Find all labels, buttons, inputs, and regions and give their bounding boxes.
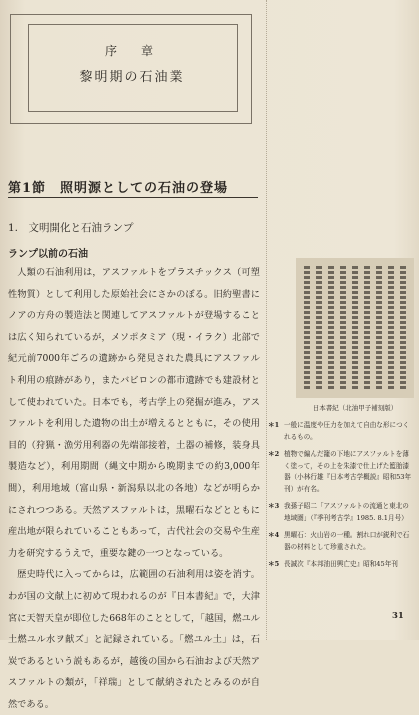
manuscript-column	[328, 266, 334, 390]
note-mark: ＊2	[268, 450, 280, 458]
manuscript-column	[316, 266, 322, 390]
manuscript-column	[340, 266, 346, 390]
note-item	[268, 530, 414, 553]
subhead: ランプ以前の石油	[8, 249, 88, 260]
note-text: 黒曜石：火山岩の一種。割れ口が鋭利で石器の材料として珍重された。	[284, 531, 410, 551]
manuscript-column	[304, 266, 310, 390]
note-text: 我孫子昭二「アスファルトの流通と東北の地域圏」（『季刊考古学』1985. 8.1月号）	[284, 502, 409, 522]
nihon-shoki-manuscript-image	[296, 258, 414, 398]
subsection-title: 1. 文明開化と石油ランプ	[8, 222, 134, 234]
note-mark: ＊3	[268, 502, 280, 510]
note-mark: ＊1	[268, 421, 280, 429]
note-text: 植物で編んだ籠の下地にアスファルトを薄く塗って，その上を朱漆で仕上げた籃胎漆器（小林行雄『日本考古学概説』昭和53年刊）が有名。	[284, 450, 412, 493]
manuscript-column	[388, 266, 394, 390]
page-number: 31	[392, 611, 404, 621]
manuscript-column	[352, 266, 358, 390]
note-text: 長誠次『本邦油田興亡史』昭和45年刊	[284, 560, 398, 568]
manuscript-column	[376, 266, 382, 390]
note-item	[268, 559, 414, 571]
body-paragraph: 歴史時代に入ってからは，広範囲の石油利用は姿を消す。わが国の文献上に初めて現われるのが『日本書紀』で，大津宮に天智天皇が即位した668年のこととして，「越国，燃ユル土燃ユル水ヲ献ズ」と記録されている。「燃ユル土」は，石炭であるという説もあるが，越後の国から石油および天然アスファルトの類が，「祥瑞」として献納されたとみるのが自然である。	[8, 569, 260, 710]
chapter-number: 序 章	[104, 44, 159, 58]
note-item	[268, 449, 414, 495]
note-text: 一般に温度や圧力を加えて自由な形につくれるもの。	[284, 421, 410, 441]
note-mark: ＊5	[268, 560, 280, 568]
column-divider	[266, 0, 267, 640]
section-rule	[8, 197, 258, 198]
manuscript-column	[364, 266, 370, 390]
chapter-title: 黎明期の石油業	[79, 70, 185, 85]
note-item	[268, 420, 414, 443]
figure-caption: 日本書紀（北油甲子補刻版）	[312, 404, 398, 412]
section-title: 第1節 照明源としての石油の登場	[8, 181, 229, 196]
side-notes	[268, 420, 414, 577]
manuscript-column	[400, 266, 406, 390]
body-text	[8, 262, 260, 715]
body-paragraph: 人類の石油利用は，アスファルトをプラスチックス（可塑性物質）として利用した原始社会にさかのぼる。旧約聖書にノアの方舟の製造法と関連してアスファルトが登場することは広く知られているが，メソポタミア（現・イラク）北部で紀元前7000年ごろの遺跡から発見された農具にアスファルト利用の痕跡があり，またバビロンの都市遺跡でも建設材として使われていた。日本でも，考古学上の発掘が進み，アスファルトを利用した遺物の出土が増えるとともに，その使用目的（狩猟・漁労用利器の先端部接着，土器の補修，装身具製造など），利用期間（縄文中期から晩期までの約3,000年間），利用地域（富山県・新潟県以北の各地）などが明らかにされつつある。天然アスファルトは，黒曜石などとともに産出地が限られていることもあって，古代社会の交易や生産力を研究するうえで，重要な鍵の一つとなっている。	[8, 267, 260, 559]
note-mark: ＊4	[268, 531, 280, 539]
note-item	[268, 501, 414, 524]
